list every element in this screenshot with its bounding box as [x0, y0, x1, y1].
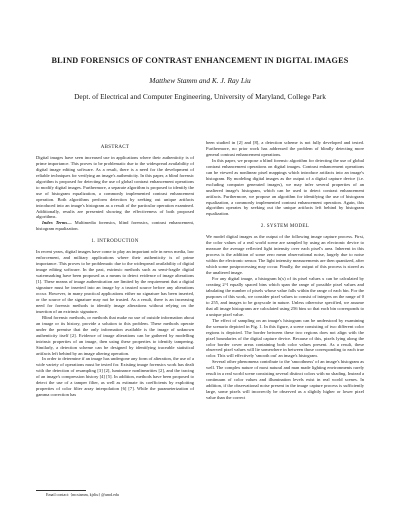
intro-paragraph: Blind forensic methods, or methods that make no use of outside information about an image or its history, provide a solution to this problem. These methods operate under the premise that the only information available is the image of unknown authenticity itself [2]. Evidence of image alterations can be gathered by modelling intrinsic properties of an image, then using these properties to identify tampering. Similarly, a detection scheme can be designed by identifying traceable statistical artifacts left behind by an image altering operation.: [36, 314, 194, 356]
body-paragraph: In this paper, we propose a blind forensic algorithm for detecting the use of global contrast enhancement operations on digital images. Contrast enhancement operations can be viewed as nonlinear pixel mappings which introduce artifacts into an image's histogram. By modeling digital images as the output of a digital capture device (i.e. excluding computer generated images), we may infer several properties of an unaltered image's histogram, which can be used to detect contrast enhancement artifacts. Furthermore, we propose an algorithm for identifying the use of histogram equalization, a commonly implemented contrast enhancement operation. Again, this algorithm operates by seeking out the unique artifacts left behind by histogram equalization.: [206, 157, 364, 217]
index-terms-text: Multimedia forensics, blind forensics, contrast enhancement, histogram equalization.: [36, 220, 194, 232]
intro-paragraph: In recent years, digital images have come to play an important role in news media, law enforcement, and military applications where their authenticity is of prime importance. This proves to be problematic due to the widespread availability of digital image editing software. In the past, extrinsic methods such as semi-fragile digital watermarking have been proposed as a means to detect evidence of image alterations [1]. These means of image authentication are limited by the requirement that a digital signature must be inserted into an image by a trusted source before any alterations occur. However, in many practical applications either no signature has been inserted, or the source of the signature may not be trusted. As a result, there is an increasing need for forensic methods to identify image alterations without relying on the insertion of an extrinsic signature.: [36, 249, 194, 314]
index-terms: [36, 220, 194, 232]
left-column: [36, 142, 194, 398]
system-model-heading: 2. SYSTEM MODEL: [260, 224, 310, 230]
intro-paragraph: In order to determine if an image has undergone any form of alteration, the use of a wide variety of operations must be tested for. Existing image forensics work has dealt with the detection of resampling [3] [2], luminance nonlinearities [2], and the tracing of an image's compression history [4] [5]. In addition, methods have been proposed to detect the use of a tamper filter, as well as estimate its coefficients by exploiting properties of color filter array interpolation [6] [7]. While the parameterization of gamma correction has: [36, 356, 194, 398]
index-terms-label: Index Terms—: [42, 220, 72, 226]
right-column: [206, 140, 364, 401]
system-paragraph: The effect of sampling on an image's histogram can be understood by examining the scenario depicted in Fig. 1. In this figure, a scene consisting of two different color regions is depicted. The border between these two regions does not align with the pixel boundaries of the digital capture device. Because of this, pixels lying along the color border cover areas containing both color values present. As a result, these observed pixel values will lie somewhere in between those corresponding to each true color. This will effectively 'smooth out' an image's histogram.: [206, 317, 364, 359]
paper-title: BLIND FORENSICS OF CONTRAST ENHANCEMENT IN DIGITAL IMAGES: [51, 56, 349, 65]
abstract-text: Digital images have seen increased use in applications where their authenticity is of prime importance. This proves to be problematic due to the widespread availability of digital image editing software. As a result, there is a need for the development of reliable techniques for verifying an image's authenticity. In this paper, a blind forensic algorithm is proposed for detecting the use of global contrast enhancement operations to modify digital images. Furthermore, a separate algorithm is proposed to identify the use of histogram equalization, a commonly implemented contrast enhancement operation. Both algorithms perform detection by seeking out unique artifacts introduced into an image's histogram as a result of the particular operation examined. Additionally, results are presented showing the effectiveness of both proposed algorithms.: [36, 154, 194, 220]
body-paragraph: been studied in [2] and [8], a detection scheme is not fully developed and tested. Furthermore, no prior work has addressed the problem of blindly detecting more general contrast enhancement operations.: [206, 140, 364, 157]
system-paragraph: For any digital image, a histogram h(x) of its pixel values x can be calculated by creating 2^l equally spaced bins which span the range of possible pixel values and tabulating the number of pixels whose value falls within the range of each bin. For the purposes of this work, we consider pixel values to consist of integers on the range of 0 to 255, and images to be grayscale in nature. Unless otherwise specified, we assume that all image histograms are calculated using 256 bins so that each bin corresponds to a unique pixel value.: [206, 276, 364, 317]
footnote-rule: [36, 490, 86, 491]
system-paragraph: Several other phenomena contribute to the 'smoothness' of an image's histogram as well. The complex nature of most natural and man made lighting environments rarely result in a real world scene consisting several distinct colors with no shading. Instead a continuum of color values and illumination levels exist in real world scenes. In addition, if the observational noise present in the image capture process is sufficiently large, some pixels will incorrectly be observed as a slightly higher or lower pixel value than the correct: [206, 359, 364, 401]
paper-affiliation: Dept. of Electrical and Computer Engineering, University of Maryland, College Park: [74, 92, 326, 101]
system-paragraph: We model digital images as the output of the following image capture process. First, the color values of a real world scene are sampled by using an electronic device to measure the average reflected light intensity over each pixel's area. Inherent in this process is the addition of some zero mean observational noise, largely due to noise within the electronic sensor. The light intensity measurements are then quantized, after which some postprocessing may occur. Finally, the output of this process is stored as the unaltered image.: [206, 234, 364, 276]
intro-heading: 1. INTRODUCTION: [91, 239, 139, 245]
footnote-email: Email contact: {mcstamm, kjrliu} @umd.edu: [46, 492, 119, 497]
abstract-heading: ABSTRACT: [100, 145, 130, 150]
paper-authors: Matthew Stamm and K. J. Ray Liu: [149, 76, 251, 85]
